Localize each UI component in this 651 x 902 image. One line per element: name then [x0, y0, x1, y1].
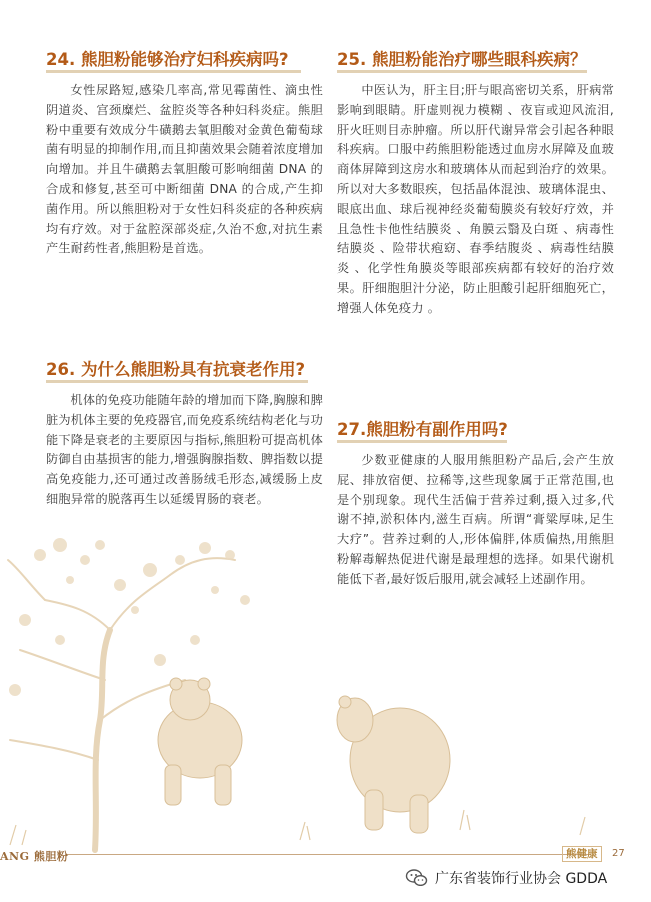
watermark	[405, 866, 607, 890]
footer-brand: ANG 熊胆粉	[0, 850, 69, 863]
section-25-body: 中医认为，肝主目;肝与眼高密切关系，肝病常影响到眼睛。肝虚则视力模糊 、夜盲或迎风流泪,肝火旺则目赤肿瘤。所以肝代谢异常会引起各种眼科疾病。口服中药熊胆粉能透过血房水屏障及血玻商体屏障到这房水和玻璃体从而起到治疗的效果。所以对大多数眼疾，包括晶体混浊、玻璃体混虫、眼底出血、球后视神经炎葡萄膜炎有较好疗效，并且急性卡他性结膜炎 、角膜云翳及白斑 、病毒性结膜炎 、险带状疱窈、春季结腹炎 、病毒性结膜炎 、化学性角膜炎等眼部疾病都有较好的治疗效果。肝细胞胆汁分泌，防止胆酸引起肝细胞死亡，增强人体免疫力 。	[337, 83, 614, 315]
section-26-underline	[46, 380, 308, 383]
section-25-underline	[337, 70, 587, 73]
section-24-underline	[46, 70, 301, 73]
page-number: 27	[612, 848, 625, 859]
section-27-body: 少数亚健康的人服用熊胆粉产品后,会产生放屁、排放宿便、拉稀等,这些现象属于正常范围,也是个别现象。现代生活偏于营养过剩,摄入过多,代谢不掉,淤积体内,滋生百病。所谓“膏粱厚味,足生大疗”。营养过剩的人,形体偏胖,体质偏热,用熊胆粉解毒解热促进代谢是最理想的选择。如果代谢机能低下者,最好饭后服用,就会减轻上述副作用。	[337, 453, 614, 586]
section-25-title: 25. 熊胆粉能治疗哪些眼科疾病？	[337, 50, 587, 69]
section-26-body: 机体的免疫功能随年龄的增加而下降,胸腺和脾脏为机体主要的免疫器官,而免疫系统结构老化与功能下降是衰老的主要原因与指标,熊胆粉可提高机体防御自由基损害的能力,增强胸腺指数、脾指数以提高免疫能力,还可通过改善肠绒毛形态,减缓肠上皮细胞异常的脱落再生以延缓胃肠的衰老。	[46, 393, 323, 506]
section-27-underline	[337, 440, 507, 443]
section-27-title: 27.熊胆粉有副作用吗?	[337, 420, 508, 439]
section-24-title: 24. 熊胆粉能够治疗妇科疾病吗?	[46, 50, 289, 69]
wechat-icon	[405, 866, 429, 890]
section-24-body: 女性尿路短,感染几率高,常见霉菌性、滴虫性阴道炎、宫颈糜烂、盆腔炎等各种妇科炎症。熊胆粉中重要有效成分牛磺鹅去氧胆酸对金黄色葡萄球菌有明显的抑制作用,而且抑菌效果会随着浓度增加向增加。并且牛磺鹅去氧胆酸可影响细菌 DNA 的合成和修复,甚至可中断细菌 DNA 的合成,产生抑菌作用。所以熊胆粉对于女性妇科炎症的各种疾病均有疗效。对于盆腔深部炎症,久治不愈,对抗生素产生耐药性者,熊胆粉是首选。	[46, 83, 323, 256]
footer-logo: 熊健康	[562, 846, 602, 862]
section-26-title: 26. 为什么熊胆粉具有抗衰老作用?	[46, 360, 306, 379]
footer-rule	[65, 854, 591, 855]
watermark-text: 广东省装饰行业协会 GDDA	[435, 871, 608, 887]
